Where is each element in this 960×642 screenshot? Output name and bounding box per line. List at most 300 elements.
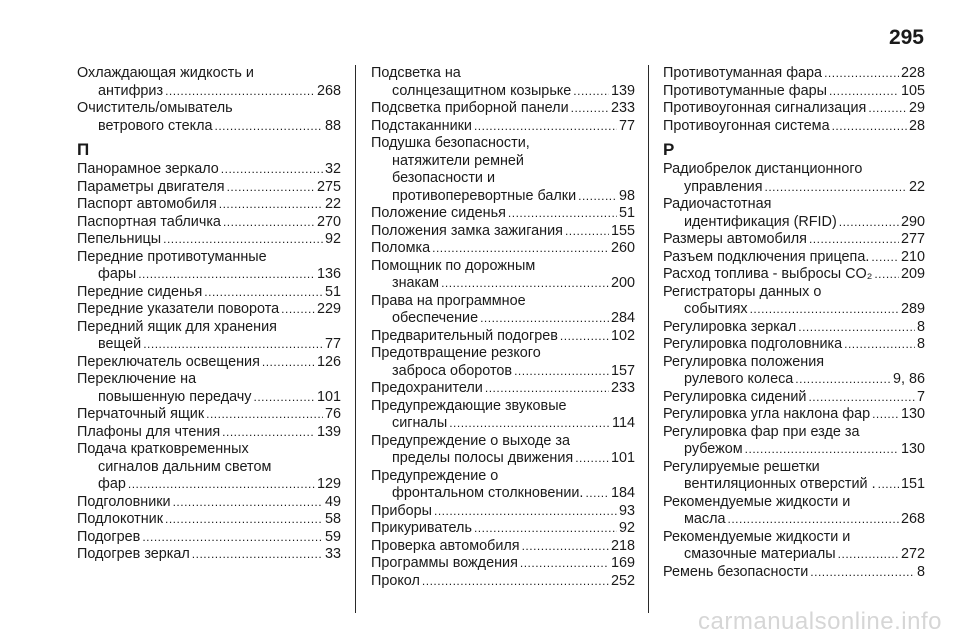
index-page-ref[interactable]: 28 — [908, 117, 925, 134]
index-entry-line — [663, 118, 925, 136]
index-page-ref[interactable]: 233 — [610, 100, 635, 116]
leader-dots — [565, 223, 609, 241]
index-entry-text: заброса оборотов — [392, 362, 513, 379]
index-entry — [371, 205, 635, 223]
index-entry-text: идентификация (RFID) — [684, 213, 837, 230]
index-entry-line — [77, 476, 341, 494]
leader-dots — [474, 520, 617, 538]
index-entry — [663, 389, 925, 407]
index-entry — [371, 503, 635, 521]
index-entry — [663, 354, 925, 389]
index-entry — [371, 118, 635, 136]
index-entry-line — [77, 266, 341, 284]
index-entry-line — [663, 459, 925, 477]
index-entry — [371, 258, 635, 293]
leader-dots — [844, 336, 915, 354]
index-entry-line — [371, 345, 635, 363]
leader-dots — [573, 83, 609, 101]
leader-dots — [575, 450, 609, 468]
index-entry-line — [663, 231, 925, 249]
index-entry-text: солнцезащитном козырьке — [392, 82, 572, 99]
leader-dots — [128, 476, 315, 494]
leader-dots — [165, 511, 323, 529]
index-entry-line — [663, 354, 925, 372]
index-page-ref[interactable]: 200 — [610, 275, 635, 291]
index-page-ref[interactable]: 218 — [610, 537, 635, 554]
index-page-ref[interactable]: 126 — [316, 353, 341, 370]
leader-dots — [809, 231, 899, 249]
index-page-ref[interactable]: 275 — [316, 178, 341, 195]
leader-dots — [838, 546, 899, 564]
index-page-ref[interactable]: 289 — [900, 301, 925, 317]
leader-dots — [745, 441, 899, 459]
leader-dots — [192, 546, 323, 564]
index-entry-line — [663, 100, 925, 118]
index-page-ref[interactable]: 93 — [618, 502, 635, 519]
index-column-3 — [663, 65, 925, 581]
index-entry-line — [663, 406, 925, 424]
index-page-ref[interactable]: 101 — [316, 388, 341, 405]
leader-dots — [221, 161, 323, 179]
index-entry-text: Регулировка подголовника — [663, 336, 843, 352]
index-entry — [77, 511, 341, 529]
index-entry-text: Прикуриватель — [371, 520, 472, 536]
index-entry-text: событиях — [684, 301, 748, 317]
index-entry — [663, 231, 925, 249]
index-entry-line — [663, 424, 925, 442]
leader-dots — [480, 310, 609, 328]
index-page-ref[interactable]: 8 — [916, 336, 925, 352]
index-entry-text: сигналы — [392, 415, 448, 431]
index-page-ref[interactable]: 151 — [900, 476, 925, 492]
index-entry-line — [77, 284, 341, 302]
index-entry-text: вентиляционных отверстий . — [684, 476, 876, 492]
index-entry — [77, 441, 341, 494]
index-entry-line — [77, 249, 341, 267]
index-entry-line — [77, 100, 341, 118]
index-entry-text: Разъем подключения прицепа. — [663, 248, 870, 265]
index-entry-text: натяжители ремней — [392, 152, 524, 169]
index-entry-line — [371, 398, 635, 416]
index-entry — [371, 345, 635, 380]
index-entry — [77, 161, 341, 179]
index-entry-line — [663, 529, 925, 547]
index-page-ref[interactable]: 277 — [900, 231, 925, 247]
index-page-ref[interactable]: 252 — [610, 572, 635, 589]
index-entry-text: Ремень безопасности — [663, 563, 809, 580]
index-entry-line — [371, 240, 635, 258]
index-page-ref[interactable]: 22 — [908, 178, 925, 195]
index-entry-text: Предупреждение о — [371, 467, 499, 484]
index-page-ref[interactable]: 155 — [610, 222, 635, 239]
index-entry — [371, 293, 635, 328]
index-entry — [371, 65, 635, 100]
index-entry-line — [663, 284, 925, 302]
leader-dots — [571, 100, 609, 118]
index-entry-text: повышенную передачу — [98, 388, 252, 405]
index-entry-text: Радиочастотная — [663, 196, 772, 212]
index-page-ref[interactable]: 290 — [900, 213, 925, 230]
index-entry-line — [77, 83, 341, 101]
index-entry-line — [663, 476, 925, 494]
index-entry-line — [371, 65, 635, 83]
index-entry-text: Положение сиденья — [371, 205, 506, 221]
index-entry-text: Прокол — [371, 572, 420, 589]
leader-dots — [560, 328, 609, 346]
leader-dots — [142, 529, 323, 547]
index-entry-line — [77, 65, 341, 83]
index-entry-line — [371, 380, 635, 398]
index-entry-line — [371, 328, 635, 346]
leader-dots — [522, 538, 609, 556]
index-entry-line — [663, 389, 925, 407]
index-entry — [663, 65, 925, 83]
index-page-ref[interactable]: 102 — [610, 327, 635, 344]
index-page-ref[interactable]: 92 — [324, 231, 341, 247]
index-entry-line — [371, 450, 635, 468]
index-entry — [371, 433, 635, 468]
index-entry-line — [77, 546, 341, 564]
index-page-ref[interactable]: 136 — [316, 266, 341, 282]
index-entry-line — [77, 406, 341, 424]
index-entry-line — [663, 249, 925, 267]
index-entry — [77, 249, 341, 284]
index-page-ref[interactable]: 77 — [618, 117, 635, 134]
index-entry-text: Плафоны для чтения — [77, 423, 221, 440]
index-entry-text: Регулировка сидений — [663, 388, 807, 405]
index-entry-line — [663, 319, 925, 337]
leader-dots — [829, 83, 899, 101]
index-entry — [371, 380, 635, 398]
index-entry-line — [371, 293, 635, 311]
leader-dots — [223, 214, 315, 232]
index-entry-line — [77, 214, 341, 232]
leader-dots — [765, 179, 907, 197]
index-page-ref[interactable]: 77 — [324, 336, 341, 352]
index-entry — [371, 135, 635, 205]
index-entry-text: Параметры двигателя — [77, 178, 225, 195]
index-entry — [663, 161, 925, 196]
index-entry-text: Подогрев — [77, 528, 141, 545]
index-entry-text: Рекомендуемые жидкости и — [663, 528, 851, 545]
index-entry-line — [371, 188, 635, 206]
index-entry — [77, 424, 341, 442]
leader-dots — [485, 380, 609, 398]
index-letter-heading: Р — [663, 140, 675, 159]
index-entry — [371, 468, 635, 503]
index-entry-text: Предупреждающие звуковые — [371, 397, 567, 414]
index-page-ref[interactable]: 130 — [900, 441, 925, 457]
index-entry-text: Регулируемые решетки — [663, 458, 820, 475]
leader-dots — [810, 564, 915, 582]
index-page-ref[interactable]: 270 — [316, 213, 341, 230]
index-entry-text: сигналов дальним светом — [98, 458, 272, 475]
column-divider — [355, 65, 356, 613]
index-entry-text: пределы полосы движения — [392, 450, 574, 466]
index-entry-text: Подогрев зеркал — [77, 546, 190, 562]
index-entry-text: Регулировка угла наклона фар — [663, 406, 871, 422]
leader-dots — [281, 301, 315, 319]
index-entry-line — [663, 564, 925, 582]
index-entry-text: Перчаточный ящик — [77, 406, 205, 422]
index-entry-text: Панорамное зеркало — [77, 161, 219, 177]
index-entry-line — [371, 538, 635, 556]
index-entry-text: Подушка безопасности, — [371, 135, 530, 151]
index-entry-text: ветрового стекла — [98, 117, 213, 134]
index-entry-text: Положения замка зажигания — [371, 222, 563, 239]
index-entry-line — [371, 258, 635, 276]
leader-dots — [219, 196, 323, 214]
leader-dots — [222, 424, 315, 442]
leader-dots — [262, 354, 315, 372]
leader-dots — [728, 511, 899, 529]
index-entry-line — [77, 389, 341, 407]
leader-dots — [795, 371, 891, 389]
index-page-ref[interactable]: 268 — [900, 511, 925, 527]
index-entry-line — [371, 223, 635, 241]
index-entry — [77, 100, 341, 135]
index-entry-line — [663, 494, 925, 512]
index-entry-line — [663, 511, 925, 529]
leader-dots — [824, 65, 899, 83]
index-entry-line — [77, 319, 341, 337]
index-entry-line — [77, 494, 341, 512]
index-entry — [77, 371, 341, 406]
index-entry-text: Регистраторы данных о — [663, 283, 822, 300]
index-entry — [663, 406, 925, 424]
leader-dots — [520, 555, 609, 573]
index-entry-text: Радиобрелок дистанционного — [663, 161, 863, 177]
index-entry-line — [663, 441, 925, 459]
index-entry-line — [663, 161, 925, 179]
index-page-ref[interactable]: 169 — [610, 555, 635, 571]
leader-dots — [143, 336, 323, 354]
index-entry — [77, 231, 341, 249]
index-entry-text: Охлаждающая жидкость и — [77, 65, 254, 81]
index-entry-line — [371, 205, 635, 223]
index-entry-text: Приборы — [371, 502, 432, 519]
index-entry-text: Очиститель/омыватель — [77, 100, 233, 116]
index-entry-text: Поломка — [371, 240, 431, 256]
index-entry-text: Передние противотуманные — [77, 248, 267, 265]
leader-dots — [204, 284, 323, 302]
index-entry — [663, 459, 925, 494]
leader-dots — [750, 301, 899, 319]
index-entry — [77, 196, 341, 214]
index-entry-text: рубежом — [684, 441, 743, 457]
index-entry-text: Противотуманная фара — [663, 65, 823, 81]
leader-dots — [585, 485, 609, 503]
index-entry-line — [371, 520, 635, 538]
index-entry — [77, 354, 341, 372]
index-entry-text: Предупреждение о выходе за — [371, 432, 570, 449]
index-entry-text: Противотуманные фары — [663, 82, 827, 99]
index-entry-line — [663, 266, 925, 284]
index-entry-text: Предохранители — [371, 380, 483, 396]
index-page-ref[interactable]: 268 — [316, 82, 341, 99]
index-entry-text: безопасности и — [392, 170, 496, 186]
index-page-ref[interactable]: 228 — [900, 65, 925, 81]
index-entry-text: Паспорт автомобиля — [77, 196, 217, 212]
index-entry-text: Подсветка приборной панели — [371, 100, 569, 116]
index-entry-line — [663, 83, 925, 101]
index-entry-text: Регулировка фар при езде за — [663, 423, 860, 440]
index-entry-text: Передние сиденья — [77, 283, 203, 300]
page-number: 295 — [888, 26, 924, 49]
index-entry-text: Проверка автомобиля — [371, 537, 520, 554]
index-entry-line — [77, 354, 341, 372]
index-page-ref[interactable]: 49 — [324, 493, 341, 510]
index-entry-line — [77, 336, 341, 354]
index-entry-text: управления — [684, 178, 763, 195]
index-entry — [77, 301, 341, 319]
index-column-1 — [77, 65, 341, 564]
index-page-ref[interactable]: 7 — [916, 388, 925, 405]
index-page-ref[interactable]: 101 — [610, 450, 635, 466]
index-page-ref[interactable]: 129 — [316, 476, 341, 492]
index-page-ref[interactable]: 114 — [612, 415, 635, 431]
index-entry-text: Регулировка положения — [663, 353, 825, 370]
leader-dots — [578, 188, 617, 206]
index-page-ref[interactable]: 9, 86 — [892, 371, 925, 387]
index-entry-line — [371, 83, 635, 101]
leader-dots — [206, 406, 323, 424]
leader-dots — [253, 389, 315, 407]
index-entry-text: Программы вождения — [371, 555, 518, 571]
index-page-ref[interactable]: 284 — [610, 310, 635, 326]
leader-dots — [798, 319, 915, 337]
index-entry-text: Регулировка зеркал — [663, 318, 797, 335]
index-entry — [663, 118, 925, 136]
index-entry — [371, 100, 635, 118]
index-entry-text: Паспортная табличка — [77, 213, 221, 230]
index-entry-line — [77, 371, 341, 389]
leader-dots — [422, 573, 609, 591]
index-page-ref[interactable]: 260 — [610, 240, 635, 256]
leader-dots — [227, 179, 315, 197]
index-entry-line — [77, 118, 341, 136]
index-entry — [663, 266, 925, 284]
index-entry-text: противоперевортные балки — [392, 187, 577, 204]
index-page-ref[interactable]: 51 — [618, 205, 635, 221]
index-page-ref[interactable]: 92 — [618, 520, 635, 536]
index-entry — [371, 328, 635, 346]
index-entry-line — [663, 196, 925, 214]
index-entry — [663, 336, 925, 354]
index-page-ref[interactable]: 184 — [610, 485, 635, 501]
index-entry — [371, 223, 635, 241]
index-page-ref[interactable]: 58 — [324, 511, 341, 527]
index-entry-line — [371, 310, 635, 328]
leader-dots — [215, 118, 323, 136]
index-entry — [77, 546, 341, 564]
index-entry — [77, 284, 341, 302]
index-entry — [663, 529, 925, 564]
index-entry — [371, 520, 635, 538]
index-entry-text: фар — [98, 476, 126, 492]
index-entry-line — [371, 555, 635, 573]
index-entry-line — [77, 196, 341, 214]
index-entry-line — [371, 433, 635, 451]
index-entry-text: Подголовники — [77, 493, 171, 510]
leader-dots — [514, 363, 609, 381]
leader-dots — [441, 275, 609, 293]
index-entry-text: фронтальном столкновении. — [392, 485, 584, 501]
leader-dots — [474, 118, 617, 136]
index-page-ref[interactable]: 32 — [324, 161, 341, 177]
index-page-ref[interactable]: 210 — [900, 248, 925, 265]
index-page-ref[interactable]: 33 — [324, 546, 341, 562]
index-entry-line — [77, 179, 341, 197]
index-page-ref[interactable]: 139 — [610, 82, 635, 99]
index-entry-line — [77, 441, 341, 459]
index-entry-text: Подсветка на — [371, 65, 461, 81]
leader-dots — [138, 266, 315, 284]
index-page-ref[interactable]: 272 — [900, 546, 925, 562]
index-entry — [77, 319, 341, 354]
index-entry-line — [77, 424, 341, 442]
index-page-ref[interactable]: 88 — [324, 117, 341, 134]
index-entry-text: фары — [98, 266, 137, 282]
index-entry-line — [663, 336, 925, 354]
index-entry-line — [371, 170, 635, 188]
index-page-ref[interactable]: 8 — [916, 563, 925, 580]
index-page-ref[interactable]: 8 — [916, 318, 925, 335]
index-entry-text: Расход топлива - выбросы CO₂ — [663, 266, 873, 282]
index-page-ref[interactable]: 51 — [324, 283, 341, 300]
index-entry — [77, 494, 341, 512]
index-page-ref[interactable]: 22 — [324, 196, 341, 212]
leader-dots — [432, 240, 609, 258]
index-page-ref[interactable]: 229 — [316, 301, 341, 317]
index-entry-line — [371, 415, 635, 433]
leader-dots — [434, 503, 617, 521]
index-entry — [663, 249, 925, 267]
leader-dots — [165, 83, 315, 101]
index-page-ref[interactable]: 157 — [610, 362, 635, 379]
index-entry-text: Подстаканники — [371, 117, 472, 134]
index-entry-line — [371, 275, 635, 293]
index-entry-line — [77, 459, 341, 477]
index-entry-text: Помощник по дорожным — [371, 257, 536, 274]
index-entry-line — [371, 468, 635, 486]
index-page-ref[interactable]: 233 — [610, 380, 635, 396]
index-entry — [77, 529, 341, 547]
index-page-ref[interactable]: 29 — [908, 100, 925, 116]
index-entry-line — [371, 363, 635, 381]
index-page-ref[interactable]: 130 — [900, 406, 925, 422]
index-entry — [77, 406, 341, 424]
index-page-ref[interactable]: 76 — [324, 406, 341, 422]
index-page-ref[interactable]: 209 — [900, 266, 925, 282]
index-entry-text: Передний ящик для хранения — [77, 318, 277, 335]
index-entry-text: Передние указатели поворота — [77, 301, 280, 317]
index-page-ref[interactable]: 139 — [316, 423, 341, 440]
index-page-ref[interactable]: 59 — [324, 528, 341, 545]
index-entry — [371, 555, 635, 573]
index-entry-text: Подлокотник — [77, 511, 164, 527]
index-entry-line — [77, 529, 341, 547]
index-column-2 — [371, 65, 635, 590]
index-page-ref[interactable]: 98 — [618, 187, 635, 204]
index-entry-text: Предварительный подогрев — [371, 327, 558, 344]
index-entry-line — [371, 100, 635, 118]
index-entry — [371, 398, 635, 433]
index-page-ref[interactable]: 105 — [900, 82, 925, 99]
index-entry-line — [663, 214, 925, 232]
index-entry-line — [371, 573, 635, 591]
index-entry-text: антифриз — [98, 82, 164, 99]
